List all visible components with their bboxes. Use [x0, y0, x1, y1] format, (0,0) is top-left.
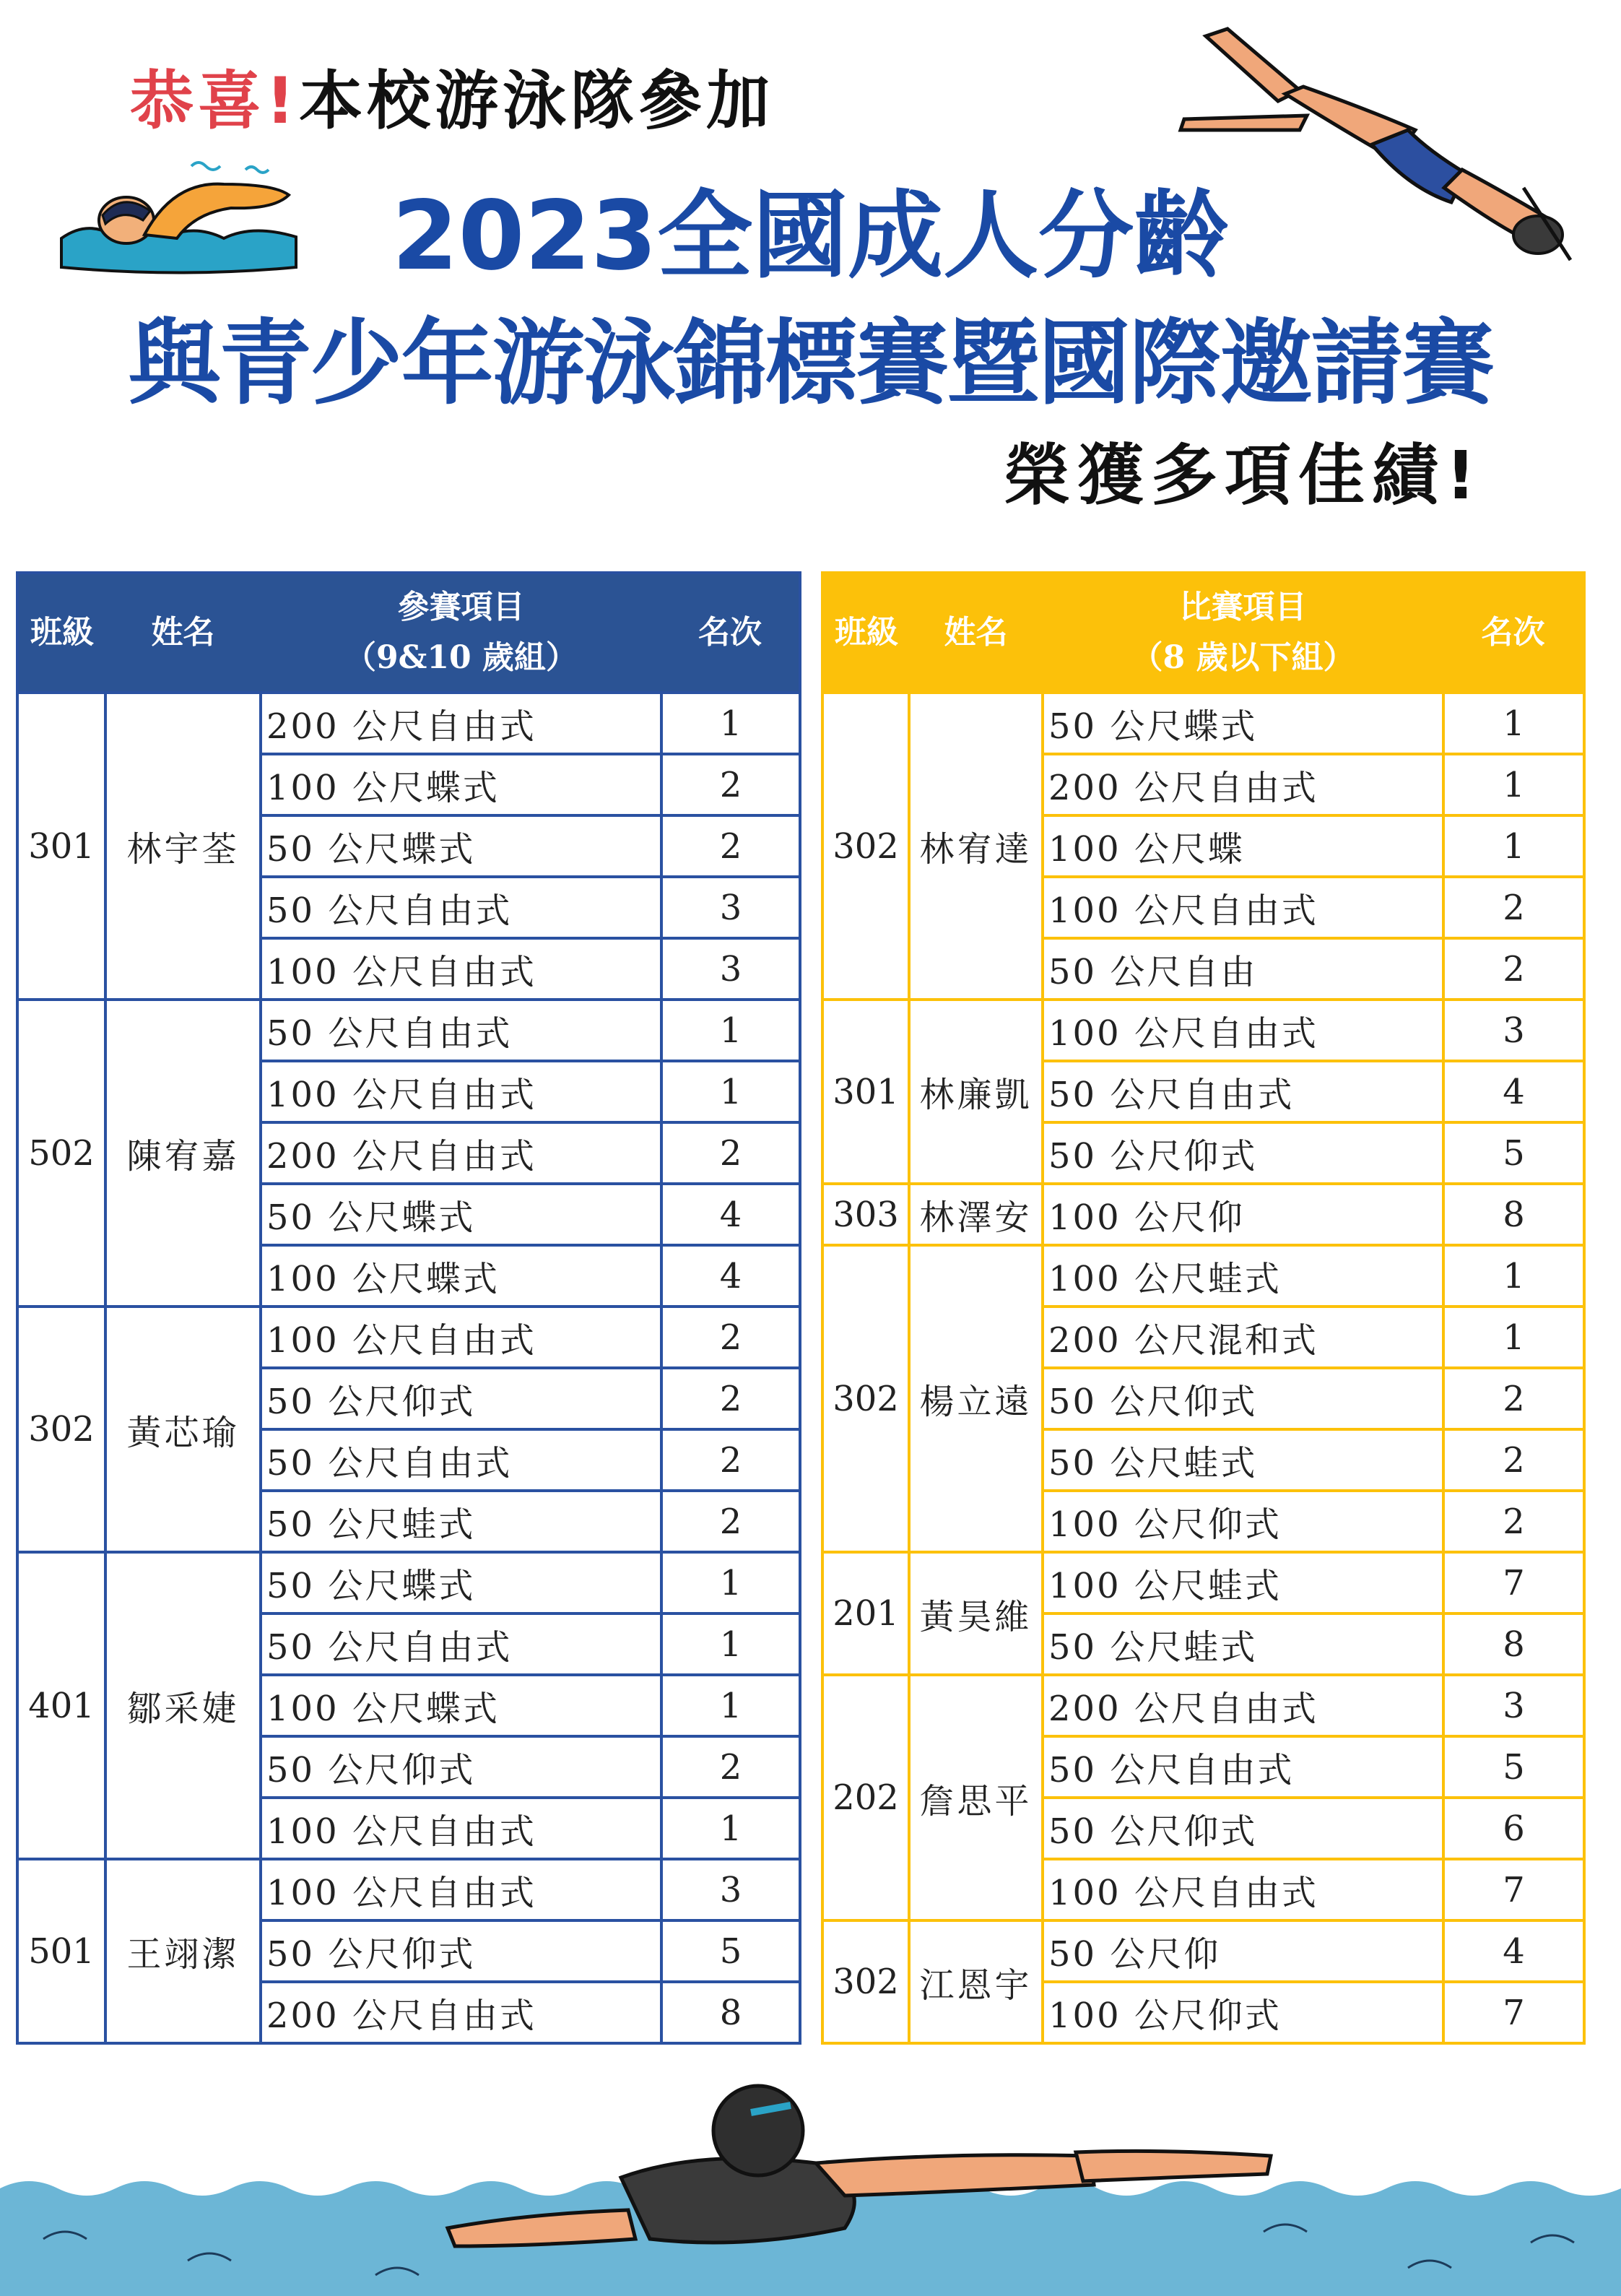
rank-cell: 4 [1443, 1061, 1584, 1122]
table-row [822, 1920, 1584, 1982]
event-cell: 50 公尺自由式 [1043, 1061, 1443, 1122]
rank-cell: 1 [661, 1061, 800, 1122]
event-cell: 100 公尺自由式 [261, 938, 661, 1000]
event-cell: 50 公尺蝶式 [261, 1552, 661, 1613]
col-rank-header: 名次 [661, 573, 800, 693]
event-cell: 200 公尺自由式 [261, 1982, 661, 2043]
event-cell: 50 公尺仰式 [1043, 1122, 1443, 1184]
rank-cell: 8 [1443, 1613, 1584, 1675]
class-cell: 302 [17, 1307, 105, 1552]
event-cell: 50 公尺自由式 [261, 1429, 661, 1491]
student-name-cell: 林澤安 [909, 1184, 1043, 1245]
event-cell: 100 公尺蛙式 [1043, 1245, 1443, 1307]
class-cell: 302 [822, 1245, 909, 1552]
rank-cell: 1 [1443, 1307, 1584, 1368]
col-event-line1: 參賽項目 [397, 589, 525, 625]
rank-cell: 2 [661, 1307, 800, 1368]
event-cell: 100 公尺蛙式 [1043, 1552, 1443, 1613]
student-name-cell: 王翊潔 [105, 1859, 261, 2043]
rank-cell: 1 [661, 1552, 800, 1613]
student-name-cell: 陳宥嘉 [105, 1000, 261, 1307]
col-rank-header: 名次 [1443, 573, 1584, 693]
student-name-cell: 林宇荃 [105, 693, 261, 1000]
class-cell: 502 [17, 1000, 105, 1307]
rank-cell: 4 [661, 1184, 800, 1245]
rank-cell: 2 [1443, 1368, 1584, 1429]
rank-cell: 3 [661, 877, 800, 938]
class-cell: 301 [17, 693, 105, 1000]
rank-cell: 3 [1443, 1675, 1584, 1736]
event-cell: 100 公尺蝶 [1043, 815, 1443, 877]
class-cell: 201 [822, 1552, 909, 1675]
event-cell: 50 公尺蝶式 [261, 1184, 661, 1245]
rank-cell: 1 [661, 693, 800, 754]
col-event-header [261, 573, 661, 693]
event-cell: 50 公尺自由式 [261, 1000, 661, 1061]
event-cell: 50 公尺蛙式 [1043, 1613, 1443, 1675]
student-name-cell: 林宥達 [909, 693, 1043, 1000]
table-row [17, 1859, 800, 1920]
rank-cell: 3 [1443, 1000, 1584, 1061]
table-row [822, 1675, 1584, 1736]
event-cell: 100 公尺自由式 [261, 1061, 661, 1122]
student-name-cell: 江恩宇 [909, 1920, 1043, 2043]
rank-cell: 5 [661, 1920, 800, 1982]
col-class-header: 班級 [17, 573, 105, 693]
rank-cell: 2 [661, 815, 800, 877]
table-header-row [822, 573, 1584, 693]
rank-cell: 2 [1443, 877, 1584, 938]
event-cell: 200 公尺自由式 [1043, 1675, 1443, 1736]
rank-cell: 1 [661, 1675, 800, 1736]
class-cell: 202 [822, 1675, 909, 1920]
event-cell: 200 公尺自由式 [261, 693, 661, 754]
event-cell: 100 公尺蝶式 [261, 754, 661, 815]
event-cell: 100 公尺仰式 [1043, 1491, 1443, 1552]
class-cell: 401 [17, 1552, 105, 1859]
event-cell: 100 公尺蝶式 [261, 1245, 661, 1307]
rank-cell: 2 [1443, 938, 1584, 1000]
event-cell: 50 公尺自由式 [261, 877, 661, 938]
event-cell: 100 公尺自由式 [1043, 1859, 1443, 1920]
table-row [17, 1307, 800, 1368]
event-cell: 50 公尺仰 [1043, 1920, 1443, 1982]
event-cell: 50 公尺蝶式 [1043, 693, 1443, 754]
page-title-line2: 與青少年游泳錦標賽暨國際邀請賽 [128, 310, 1493, 417]
rank-cell: 2 [661, 1368, 800, 1429]
rank-cell: 4 [1443, 1920, 1584, 1982]
col-name-header: 姓名 [105, 573, 261, 693]
intro-line [130, 51, 774, 142]
rank-cell: 1 [1443, 1245, 1584, 1307]
rank-cell: 8 [1443, 1184, 1584, 1245]
table-row [17, 1552, 800, 1613]
event-cell: 50 公尺仰式 [1043, 1798, 1443, 1859]
col-name-header: 姓名 [909, 573, 1043, 693]
event-cell: 50 公尺自由 [1043, 938, 1443, 1000]
event-cell: 200 公尺自由式 [261, 1122, 661, 1184]
rank-cell: 8 [661, 1982, 800, 2043]
honor-text: 榮獲多項佳績! [1004, 437, 1483, 514]
student-name-cell: 黃昊維 [909, 1552, 1043, 1675]
event-cell: 50 公尺仰式 [261, 1736, 661, 1798]
event-cell: 50 公尺自由式 [261, 1613, 661, 1675]
table-row [822, 693, 1584, 754]
event-cell: 50 公尺蝶式 [261, 815, 661, 877]
table-row [822, 1552, 1584, 1613]
rank-cell: 2 [1443, 1429, 1584, 1491]
rank-cell: 5 [1443, 1736, 1584, 1798]
rank-cell: 7 [1443, 1982, 1584, 2043]
event-cell: 100 公尺自由式 [261, 1798, 661, 1859]
col-event-line2: （8 歲以下組） [1131, 639, 1355, 676]
rank-cell: 1 [1443, 815, 1584, 877]
rank-cell: 2 [661, 1736, 800, 1798]
event-cell: 50 公尺仰式 [1043, 1368, 1443, 1429]
congrats-text: 恭喜! [130, 64, 300, 138]
page-title-line1: 2023全國成人分齡 [391, 181, 1230, 292]
rank-cell: 3 [661, 1859, 800, 1920]
intro-text: 本校游泳隊參加 [299, 64, 775, 138]
rank-cell: 2 [661, 754, 800, 815]
event-cell: 100 公尺自由式 [1043, 1000, 1443, 1061]
event-cell: 50 公尺蛙式 [1043, 1429, 1443, 1491]
rank-cell: 5 [1443, 1122, 1584, 1184]
swimmer-diving-icon [1177, 22, 1581, 274]
class-cell: 301 [822, 1000, 909, 1184]
student-name-cell: 詹思平 [909, 1675, 1043, 1920]
class-cell: 302 [822, 1920, 909, 2043]
event-cell: 50 公尺仰式 [261, 1920, 661, 1982]
class-cell: 501 [17, 1859, 105, 2043]
table-row [17, 1000, 800, 1061]
results-table-9-10 [16, 571, 801, 2045]
rank-cell: 2 [661, 1122, 800, 1184]
rank-cell: 1 [661, 1613, 800, 1675]
student-name-cell: 楊立遠 [909, 1245, 1043, 1552]
rank-cell: 3 [661, 938, 800, 1000]
event-cell: 50 公尺自由式 [1043, 1736, 1443, 1798]
rank-cell: 2 [1443, 1491, 1584, 1552]
rank-cell: 2 [661, 1429, 800, 1491]
swimmer-backstroke-icon [440, 2084, 1292, 2264]
table-row [822, 1000, 1584, 1061]
student-name-cell: 林廉凱 [909, 1000, 1043, 1184]
event-cell: 100 公尺自由式 [261, 1307, 661, 1368]
table-row [17, 693, 800, 754]
rank-cell: 2 [661, 1491, 800, 1552]
rank-cell: 7 [1443, 1859, 1584, 1920]
table-row [822, 1245, 1584, 1307]
event-cell: 200 公尺自由式 [1043, 754, 1443, 815]
event-cell: 50 公尺蛙式 [261, 1491, 661, 1552]
table-row [822, 1184, 1584, 1245]
event-cell: 100 公尺仰 [1043, 1184, 1443, 1245]
col-event-line2: （9&10 歲組） [344, 639, 578, 676]
results-table-under-8 [821, 571, 1586, 2045]
event-cell: 100 公尺仰式 [1043, 1982, 1443, 2043]
rank-cell: 6 [1443, 1798, 1584, 1859]
rank-cell: 1 [1443, 693, 1584, 754]
left-table-body [17, 693, 800, 2043]
event-cell: 50 公尺仰式 [261, 1368, 661, 1429]
col-event-line1: 比賽項目 [1179, 589, 1307, 625]
rank-cell: 4 [661, 1245, 800, 1307]
event-cell: 200 公尺混和式 [1043, 1307, 1443, 1368]
class-cell: 302 [822, 693, 909, 1000]
swimmer-freestyle-icon [58, 152, 303, 274]
event-cell: 100 公尺蝶式 [261, 1675, 661, 1736]
rank-cell: 1 [1443, 754, 1584, 815]
col-event-header [1043, 573, 1443, 693]
student-name-cell: 鄒采婕 [105, 1552, 261, 1859]
col-class-header: 班級 [822, 573, 909, 693]
rank-cell: 1 [661, 1798, 800, 1859]
event-cell: 100 公尺自由式 [261, 1859, 661, 1920]
rank-cell: 7 [1443, 1552, 1584, 1613]
event-cell: 100 公尺自由式 [1043, 877, 1443, 938]
rank-cell: 1 [661, 1000, 800, 1061]
student-name-cell: 黃芯瑜 [105, 1307, 261, 1552]
right-table-body [822, 693, 1584, 2043]
class-cell: 303 [822, 1184, 909, 1245]
table-header-row [17, 573, 800, 693]
